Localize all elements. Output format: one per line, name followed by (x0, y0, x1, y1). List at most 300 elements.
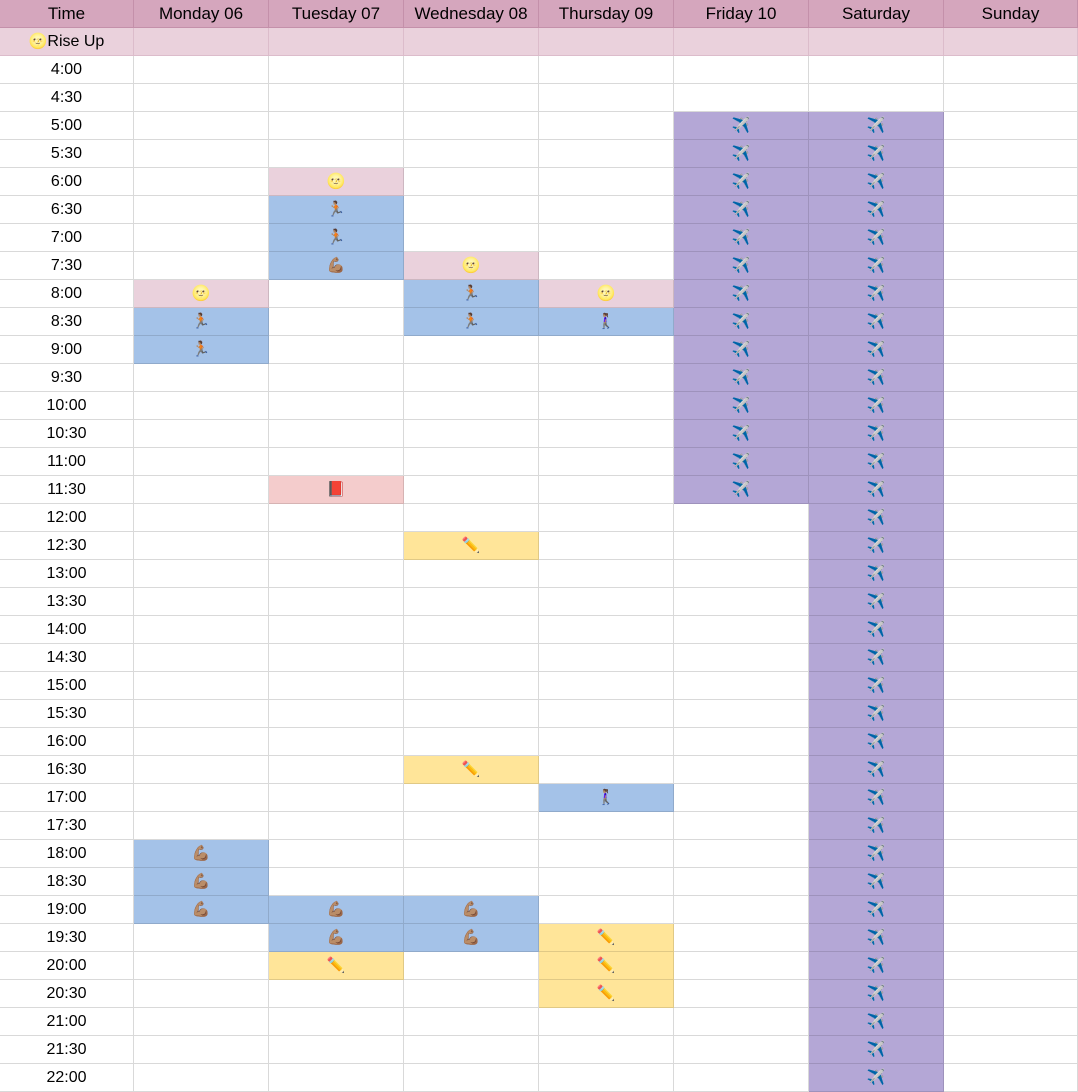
slot-friday[interactable] (674, 1036, 809, 1064)
time-cell[interactable]: 11:30 (0, 476, 134, 504)
slot-tuesday[interactable] (269, 896, 404, 924)
header-tuesday[interactable]: Tuesday 07 (269, 0, 404, 28)
time-cell[interactable]: 22:00 (0, 1064, 134, 1092)
slot-monday[interactable] (134, 224, 269, 252)
slot-sunday[interactable] (944, 1036, 1078, 1064)
slot-thursday[interactable] (539, 308, 674, 336)
slot-sunday[interactable] (944, 896, 1078, 924)
slot-saturday[interactable] (809, 168, 944, 196)
slot-thursday[interactable] (539, 784, 674, 812)
slot-tuesday[interactable] (269, 1008, 404, 1036)
slot-friday[interactable] (674, 336, 809, 364)
time-cell[interactable]: 18:30 (0, 868, 134, 896)
time-cell[interactable]: 9:00 (0, 336, 134, 364)
slot-monday[interactable] (134, 784, 269, 812)
slot-sunday[interactable] (944, 84, 1078, 112)
slot-monday[interactable] (134, 980, 269, 1008)
time-cell[interactable]: 15:00 (0, 672, 134, 700)
slot-tuesday[interactable] (269, 420, 404, 448)
slot-tuesday[interactable] (269, 112, 404, 140)
header-time[interactable]: Time (0, 0, 134, 28)
rise-up-empty-cell[interactable] (674, 28, 809, 56)
slot-thursday[interactable] (539, 252, 674, 280)
slot-monday[interactable] (134, 112, 269, 140)
slot-wednesday[interactable] (404, 336, 539, 364)
slot-monday[interactable] (134, 532, 269, 560)
slot-friday[interactable] (674, 84, 809, 112)
slot-sunday[interactable] (944, 168, 1078, 196)
slot-wednesday[interactable] (404, 140, 539, 168)
slot-friday[interactable] (674, 168, 809, 196)
slot-friday[interactable] (674, 952, 809, 980)
slot-wednesday[interactable] (404, 588, 539, 616)
header-saturday[interactable]: Saturday (809, 0, 944, 28)
slot-friday[interactable] (674, 476, 809, 504)
header-thursday[interactable]: Thursday 09 (539, 0, 674, 28)
slot-wednesday[interactable] (404, 756, 539, 784)
slot-friday[interactable] (674, 588, 809, 616)
slot-friday[interactable] (674, 784, 809, 812)
slot-thursday[interactable] (539, 588, 674, 616)
slot-thursday[interactable] (539, 616, 674, 644)
slot-friday[interactable] (674, 504, 809, 532)
slot-saturday[interactable] (809, 1036, 944, 1064)
time-cell[interactable]: 14:00 (0, 616, 134, 644)
slot-sunday[interactable] (944, 140, 1078, 168)
slot-thursday[interactable] (539, 532, 674, 560)
slot-friday[interactable] (674, 448, 809, 476)
slot-saturday[interactable] (809, 896, 944, 924)
slot-thursday[interactable] (539, 448, 674, 476)
slot-friday[interactable] (674, 196, 809, 224)
slot-sunday[interactable] (944, 1008, 1078, 1036)
slot-thursday[interactable] (539, 280, 674, 308)
slot-friday[interactable] (674, 700, 809, 728)
slot-monday[interactable] (134, 280, 269, 308)
slot-friday[interactable] (674, 532, 809, 560)
header-monday[interactable]: Monday 06 (134, 0, 269, 28)
slot-tuesday[interactable] (269, 364, 404, 392)
slot-sunday[interactable] (944, 476, 1078, 504)
slot-saturday[interactable] (809, 140, 944, 168)
slot-thursday[interactable] (539, 1036, 674, 1064)
slot-thursday[interactable] (539, 392, 674, 420)
slot-saturday[interactable] (809, 1064, 944, 1092)
slot-wednesday[interactable] (404, 112, 539, 140)
slot-thursday[interactable] (539, 56, 674, 84)
slot-thursday[interactable] (539, 84, 674, 112)
slot-friday[interactable] (674, 644, 809, 672)
slot-tuesday[interactable] (269, 84, 404, 112)
slot-monday[interactable] (134, 560, 269, 588)
slot-thursday[interactable] (539, 336, 674, 364)
time-cell[interactable]: 20:30 (0, 980, 134, 1008)
slot-sunday[interactable] (944, 364, 1078, 392)
slot-wednesday[interactable] (404, 784, 539, 812)
slot-tuesday[interactable] (269, 448, 404, 476)
slot-wednesday[interactable] (404, 616, 539, 644)
slot-sunday[interactable] (944, 812, 1078, 840)
slot-friday[interactable] (674, 756, 809, 784)
slot-tuesday[interactable] (269, 756, 404, 784)
time-cell[interactable]: 6:30 (0, 196, 134, 224)
slot-monday[interactable] (134, 168, 269, 196)
slot-monday[interactable] (134, 1036, 269, 1064)
rise-up-empty-cell[interactable] (944, 28, 1078, 56)
slot-sunday[interactable] (944, 728, 1078, 756)
slot-wednesday[interactable] (404, 1064, 539, 1092)
slot-tuesday[interactable] (269, 840, 404, 868)
slot-thursday[interactable] (539, 476, 674, 504)
slot-saturday[interactable] (809, 980, 944, 1008)
slot-sunday[interactable] (944, 980, 1078, 1008)
slot-thursday[interactable] (539, 756, 674, 784)
slot-thursday[interactable] (539, 672, 674, 700)
slot-tuesday[interactable] (269, 784, 404, 812)
slot-friday[interactable] (674, 1064, 809, 1092)
slot-wednesday[interactable] (404, 896, 539, 924)
slot-wednesday[interactable] (404, 168, 539, 196)
slot-sunday[interactable] (944, 56, 1078, 84)
slot-monday[interactable] (134, 392, 269, 420)
time-cell[interactable]: 4:30 (0, 84, 134, 112)
slot-thursday[interactable] (539, 700, 674, 728)
slot-saturday[interactable] (809, 868, 944, 896)
slot-friday[interactable] (674, 812, 809, 840)
slot-wednesday[interactable] (404, 364, 539, 392)
slot-wednesday[interactable] (404, 532, 539, 560)
time-cell[interactable]: 10:30 (0, 420, 134, 448)
slot-monday[interactable] (134, 448, 269, 476)
slot-wednesday[interactable] (404, 952, 539, 980)
slot-monday[interactable] (134, 1064, 269, 1092)
slot-sunday[interactable] (944, 700, 1078, 728)
time-cell[interactable]: 12:30 (0, 532, 134, 560)
slot-monday[interactable] (134, 336, 269, 364)
slot-wednesday[interactable] (404, 84, 539, 112)
slot-tuesday[interactable] (269, 308, 404, 336)
slot-friday[interactable] (674, 252, 809, 280)
time-cell[interactable]: 7:30 (0, 252, 134, 280)
time-cell[interactable]: 13:30 (0, 588, 134, 616)
slot-saturday[interactable] (809, 476, 944, 504)
slot-thursday[interactable] (539, 560, 674, 588)
slot-tuesday[interactable] (269, 224, 404, 252)
time-cell[interactable]: 8:00 (0, 280, 134, 308)
slot-thursday[interactable] (539, 196, 674, 224)
slot-saturday[interactable] (809, 112, 944, 140)
slot-monday[interactable] (134, 252, 269, 280)
slot-saturday[interactable] (809, 700, 944, 728)
slot-sunday[interactable] (944, 336, 1078, 364)
slot-friday[interactable] (674, 308, 809, 336)
slot-friday[interactable] (674, 840, 809, 868)
time-cell[interactable]: 18:00 (0, 840, 134, 868)
rise-up-empty-cell[interactable] (404, 28, 539, 56)
time-cell[interactable]: 8:30 (0, 308, 134, 336)
slot-friday[interactable] (674, 868, 809, 896)
slot-friday[interactable] (674, 616, 809, 644)
time-cell[interactable]: 17:30 (0, 812, 134, 840)
slot-tuesday[interactable] (269, 644, 404, 672)
slot-sunday[interactable] (944, 448, 1078, 476)
slot-friday[interactable] (674, 1008, 809, 1036)
slot-tuesday[interactable] (269, 280, 404, 308)
slot-saturday[interactable] (809, 924, 944, 952)
slot-monday[interactable] (134, 756, 269, 784)
slot-saturday[interactable] (809, 644, 944, 672)
slot-friday[interactable] (674, 728, 809, 756)
time-cell[interactable]: 13:00 (0, 560, 134, 588)
slot-sunday[interactable] (944, 868, 1078, 896)
time-cell[interactable]: 19:00 (0, 896, 134, 924)
slot-thursday[interactable] (539, 644, 674, 672)
rise-up-empty-cell[interactable] (134, 28, 269, 56)
slot-wednesday[interactable] (404, 252, 539, 280)
slot-tuesday[interactable] (269, 504, 404, 532)
slot-thursday[interactable] (539, 140, 674, 168)
slot-sunday[interactable] (944, 644, 1078, 672)
slot-saturday[interactable] (809, 392, 944, 420)
slot-saturday[interactable] (809, 336, 944, 364)
slot-sunday[interactable] (944, 532, 1078, 560)
slot-monday[interactable] (134, 868, 269, 896)
slot-thursday[interactable] (539, 924, 674, 952)
slot-friday[interactable] (674, 112, 809, 140)
slot-monday[interactable] (134, 476, 269, 504)
slot-friday[interactable] (674, 364, 809, 392)
slot-monday[interactable] (134, 420, 269, 448)
slot-thursday[interactable] (539, 420, 674, 448)
slot-monday[interactable] (134, 616, 269, 644)
slot-tuesday[interactable] (269, 252, 404, 280)
slot-friday[interactable] (674, 924, 809, 952)
slot-tuesday[interactable] (269, 588, 404, 616)
slot-wednesday[interactable] (404, 504, 539, 532)
slot-saturday[interactable] (809, 56, 944, 84)
slot-thursday[interactable] (539, 504, 674, 532)
slot-saturday[interactable] (809, 756, 944, 784)
slot-monday[interactable] (134, 196, 269, 224)
slot-tuesday[interactable] (269, 560, 404, 588)
slot-sunday[interactable] (944, 616, 1078, 644)
slot-sunday[interactable] (944, 392, 1078, 420)
slot-wednesday[interactable] (404, 420, 539, 448)
time-cell[interactable]: 4:00 (0, 56, 134, 84)
slot-wednesday[interactable] (404, 280, 539, 308)
header-sunday[interactable]: Sunday (944, 0, 1078, 28)
slot-saturday[interactable] (809, 364, 944, 392)
slot-sunday[interactable] (944, 672, 1078, 700)
slot-monday[interactable] (134, 700, 269, 728)
time-cell[interactable]: 20:00 (0, 952, 134, 980)
slot-saturday[interactable] (809, 588, 944, 616)
slot-wednesday[interactable] (404, 1036, 539, 1064)
slot-friday[interactable] (674, 672, 809, 700)
slot-saturday[interactable] (809, 504, 944, 532)
slot-friday[interactable] (674, 560, 809, 588)
slot-monday[interactable] (134, 140, 269, 168)
slot-sunday[interactable] (944, 784, 1078, 812)
rise-up-cell[interactable] (0, 28, 134, 56)
slot-friday[interactable] (674, 56, 809, 84)
slot-sunday[interactable] (944, 756, 1078, 784)
slot-thursday[interactable] (539, 868, 674, 896)
slot-thursday[interactable] (539, 840, 674, 868)
slot-saturday[interactable] (809, 840, 944, 868)
slot-thursday[interactable] (539, 728, 674, 756)
slot-tuesday[interactable] (269, 392, 404, 420)
slot-thursday[interactable] (539, 1008, 674, 1036)
slot-monday[interactable] (134, 840, 269, 868)
slot-tuesday[interactable] (269, 196, 404, 224)
slot-wednesday[interactable] (404, 868, 539, 896)
slot-sunday[interactable] (944, 308, 1078, 336)
slot-wednesday[interactable] (404, 700, 539, 728)
slot-monday[interactable] (134, 504, 269, 532)
slot-tuesday[interactable] (269, 1064, 404, 1092)
slot-saturday[interactable] (809, 308, 944, 336)
slot-wednesday[interactable] (404, 644, 539, 672)
slot-tuesday[interactable] (269, 672, 404, 700)
slot-saturday[interactable] (809, 1008, 944, 1036)
slot-sunday[interactable] (944, 1064, 1078, 1092)
slot-friday[interactable] (674, 140, 809, 168)
slot-wednesday[interactable] (404, 812, 539, 840)
slot-saturday[interactable] (809, 196, 944, 224)
slot-wednesday[interactable] (404, 448, 539, 476)
time-cell[interactable]: 12:00 (0, 504, 134, 532)
slot-tuesday[interactable] (269, 728, 404, 756)
slot-sunday[interactable] (944, 840, 1078, 868)
time-cell[interactable]: 21:00 (0, 1008, 134, 1036)
slot-sunday[interactable] (944, 112, 1078, 140)
slot-monday[interactable] (134, 364, 269, 392)
slot-tuesday[interactable] (269, 532, 404, 560)
slot-tuesday[interactable] (269, 980, 404, 1008)
slot-tuesday[interactable] (269, 140, 404, 168)
slot-saturday[interactable] (809, 252, 944, 280)
slot-thursday[interactable] (539, 980, 674, 1008)
time-cell[interactable]: 17:00 (0, 784, 134, 812)
slot-sunday[interactable] (944, 560, 1078, 588)
slot-tuesday[interactable] (269, 952, 404, 980)
slot-monday[interactable] (134, 672, 269, 700)
slot-monday[interactable] (134, 896, 269, 924)
slot-wednesday[interactable] (404, 728, 539, 756)
rise-up-empty-cell[interactable] (809, 28, 944, 56)
slot-friday[interactable] (674, 896, 809, 924)
slot-wednesday[interactable] (404, 56, 539, 84)
header-wednesday[interactable]: Wednesday 08 (404, 0, 539, 28)
slot-saturday[interactable] (809, 84, 944, 112)
slot-monday[interactable] (134, 308, 269, 336)
slot-thursday[interactable] (539, 896, 674, 924)
slot-saturday[interactable] (809, 420, 944, 448)
time-cell[interactable]: 5:00 (0, 112, 134, 140)
slot-saturday[interactable] (809, 728, 944, 756)
slot-tuesday[interactable] (269, 924, 404, 952)
slot-monday[interactable] (134, 644, 269, 672)
slot-thursday[interactable] (539, 812, 674, 840)
slot-thursday[interactable] (539, 224, 674, 252)
slot-monday[interactable] (134, 1008, 269, 1036)
slot-wednesday[interactable] (404, 476, 539, 504)
slot-wednesday[interactable] (404, 980, 539, 1008)
slot-friday[interactable] (674, 280, 809, 308)
slot-sunday[interactable] (944, 420, 1078, 448)
header-friday[interactable]: Friday 10 (674, 0, 809, 28)
slot-thursday[interactable] (539, 168, 674, 196)
time-cell[interactable]: 16:00 (0, 728, 134, 756)
slot-saturday[interactable] (809, 616, 944, 644)
slot-thursday[interactable] (539, 1064, 674, 1092)
slot-thursday[interactable] (539, 112, 674, 140)
slot-tuesday[interactable] (269, 476, 404, 504)
time-cell[interactable]: 16:30 (0, 756, 134, 784)
slot-tuesday[interactable] (269, 336, 404, 364)
slot-monday[interactable] (134, 588, 269, 616)
slot-wednesday[interactable] (404, 924, 539, 952)
slot-wednesday[interactable] (404, 224, 539, 252)
slot-wednesday[interactable] (404, 560, 539, 588)
slot-sunday[interactable] (944, 504, 1078, 532)
slot-saturday[interactable] (809, 812, 944, 840)
time-cell[interactable]: 19:30 (0, 924, 134, 952)
slot-tuesday[interactable] (269, 868, 404, 896)
slot-thursday[interactable] (539, 364, 674, 392)
slot-sunday[interactable] (944, 588, 1078, 616)
slot-sunday[interactable] (944, 224, 1078, 252)
time-cell[interactable]: 21:30 (0, 1036, 134, 1064)
slot-friday[interactable] (674, 420, 809, 448)
slot-saturday[interactable] (809, 672, 944, 700)
slot-tuesday[interactable] (269, 1036, 404, 1064)
slot-monday[interactable] (134, 56, 269, 84)
time-cell[interactable]: 11:00 (0, 448, 134, 476)
slot-monday[interactable] (134, 952, 269, 980)
slot-saturday[interactable] (809, 532, 944, 560)
time-cell[interactable]: 6:00 (0, 168, 134, 196)
slot-saturday[interactable] (809, 952, 944, 980)
slot-monday[interactable] (134, 812, 269, 840)
slot-wednesday[interactable] (404, 308, 539, 336)
slot-tuesday[interactable] (269, 812, 404, 840)
slot-thursday[interactable] (539, 952, 674, 980)
slot-sunday[interactable] (944, 924, 1078, 952)
time-cell[interactable]: 9:30 (0, 364, 134, 392)
slot-wednesday[interactable] (404, 196, 539, 224)
slot-sunday[interactable] (944, 196, 1078, 224)
slot-saturday[interactable] (809, 280, 944, 308)
time-cell[interactable]: 7:00 (0, 224, 134, 252)
time-cell[interactable]: 5:30 (0, 140, 134, 168)
slot-wednesday[interactable] (404, 672, 539, 700)
slot-saturday[interactable] (809, 224, 944, 252)
slot-monday[interactable] (134, 924, 269, 952)
rise-up-empty-cell[interactable] (269, 28, 404, 56)
slot-sunday[interactable] (944, 252, 1078, 280)
slot-saturday[interactable] (809, 448, 944, 476)
slot-saturday[interactable] (809, 560, 944, 588)
slot-wednesday[interactable] (404, 1008, 539, 1036)
slot-tuesday[interactable] (269, 616, 404, 644)
slot-friday[interactable] (674, 224, 809, 252)
slot-wednesday[interactable] (404, 840, 539, 868)
slot-tuesday[interactable] (269, 700, 404, 728)
slot-saturday[interactable] (809, 784, 944, 812)
time-cell[interactable]: 14:30 (0, 644, 134, 672)
